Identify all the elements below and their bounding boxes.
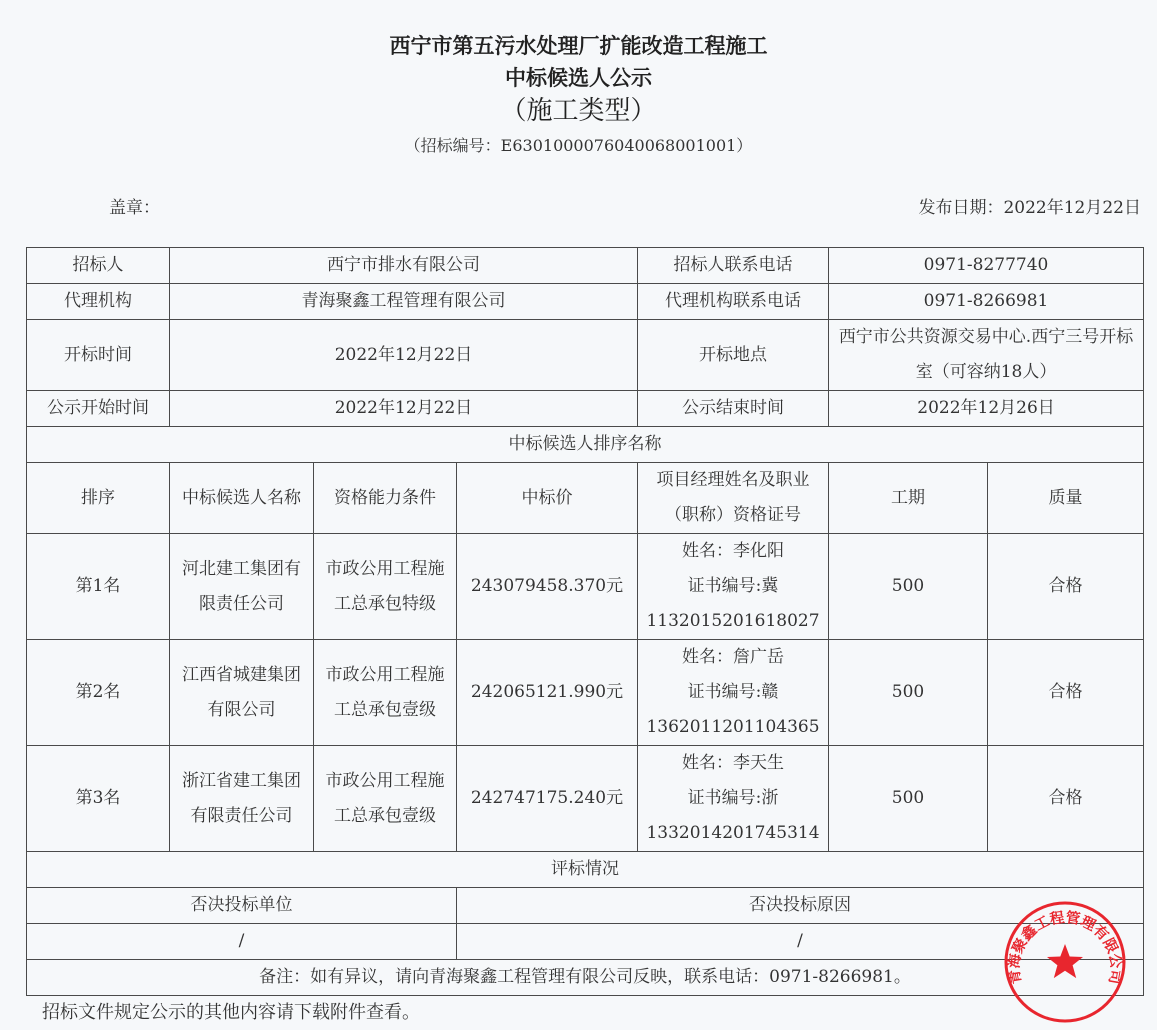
open-place-value: 西宁市公共资源交易中心.西宁三号开标室（可容纳18人） bbox=[829, 320, 1144, 391]
open-place-label: 开标地点 bbox=[638, 320, 829, 391]
notice-start-value: 2022年12月22日 bbox=[170, 391, 638, 427]
notice-title: 西宁市第五污水处理厂扩能改造工程施工 bbox=[389, 33, 768, 58]
rejected-unit-label: 否决投标单位 bbox=[27, 888, 457, 924]
manager-cert: 证书编号:浙 bbox=[687, 788, 779, 808]
agency-label: 代理机构 bbox=[27, 284, 170, 320]
candidate-period: 500 bbox=[829, 746, 988, 852]
attachment-footnote: 招标文件规定公示的其他内容请下载附件查看。 bbox=[42, 1002, 420, 1023]
company-seal-stamp bbox=[1000, 900, 1130, 1030]
evaluation-section-title: 评标情况 bbox=[27, 852, 1144, 888]
candidate-name: 浙江省建工集团有限责任公司 bbox=[170, 746, 314, 852]
publish-date: 发布日期：2022年12月22日 bbox=[918, 198, 1141, 218]
open-time-label: 开标时间 bbox=[27, 320, 170, 391]
notice-end-value: 2022年12月26日 bbox=[829, 391, 1144, 427]
candidate-rank: 第3名 bbox=[27, 746, 170, 852]
announcement-table bbox=[26, 247, 1144, 996]
candidate-row bbox=[27, 640, 1144, 746]
candidate-quality: 合格 bbox=[988, 746, 1144, 852]
candidate-name: 河北建工集团有限责任公司 bbox=[170, 534, 314, 640]
candidate-qualification: 市政公用工程施工总承包壹级 bbox=[314, 640, 457, 746]
col-header-price: 中标价 bbox=[457, 463, 638, 534]
agency-phone-value: 0971-8266981 bbox=[829, 284, 1144, 320]
candidate-rank: 第2名 bbox=[27, 640, 170, 746]
agency-value: 青海聚鑫工程管理有限公司 bbox=[170, 284, 638, 320]
candidate-quality: 合格 bbox=[988, 640, 1144, 746]
tenderer-phone-value: 0971-8277740 bbox=[829, 248, 1144, 284]
candidate-row bbox=[27, 746, 1144, 852]
manager-name: 姓名：李天生 bbox=[682, 753, 785, 773]
candidate-price: 242065121.990元 bbox=[457, 640, 638, 746]
candidate-name: 江西省城建集团有限公司 bbox=[170, 640, 314, 746]
col-header-qualification: 资格能力条件 bbox=[314, 463, 457, 534]
tenderer-value: 西宁市排水有限公司 bbox=[170, 248, 638, 284]
open-time-value: 2022年12月22日 bbox=[170, 320, 638, 391]
manager-cert: 证书编号:赣 bbox=[687, 682, 779, 702]
candidate-period: 500 bbox=[829, 534, 988, 640]
candidate-price: 243079458.370元 bbox=[457, 534, 638, 640]
candidate-period: 500 bbox=[829, 640, 988, 746]
candidate-qualification: 市政公用工程施工总承包特级 bbox=[314, 534, 457, 640]
seal-text: 青海聚鑫工程管理有限公司 bbox=[1006, 910, 1124, 986]
rejected-reason-label: 否决投标原因 bbox=[457, 888, 1144, 924]
candidate-manager bbox=[638, 746, 829, 852]
col-header-name: 中标候选人名称 bbox=[170, 463, 314, 534]
tenderer-phone-label: 招标人联系电话 bbox=[638, 248, 829, 284]
candidate-rank: 第1名 bbox=[27, 534, 170, 640]
candidate-manager bbox=[638, 640, 829, 746]
col-header-quality: 质量 bbox=[988, 463, 1144, 534]
notice-start-label: 公示开始时间 bbox=[27, 391, 170, 427]
tenderer-label: 招标人 bbox=[27, 248, 170, 284]
rejected-unit-value: / bbox=[27, 924, 457, 960]
candidate-price: 242747175.240元 bbox=[457, 746, 638, 852]
remark: 备注：如有异议，请向青海聚鑫工程管理有限公司反映，联系电话：0971-8266981。 bbox=[27, 960, 1144, 996]
candidate-quality: 合格 bbox=[988, 534, 1144, 640]
rejected-reason-value: / bbox=[457, 924, 1144, 960]
col-header-rank: 排序 bbox=[27, 463, 170, 534]
notice-end-label: 公示结束时间 bbox=[638, 391, 829, 427]
manager-cert: 证书编号:冀 bbox=[687, 576, 779, 596]
seal-star-icon bbox=[1047, 944, 1083, 978]
manager-cert-number: 1362011201104365 bbox=[646, 717, 820, 737]
candidate-row bbox=[27, 534, 1144, 640]
manager-name: 姓名：李化阳 bbox=[682, 541, 785, 561]
manager-cert-number: 1132015201618027 bbox=[646, 611, 820, 631]
seal-label: 盖章： bbox=[109, 198, 160, 218]
ranking-section-title: 中标候选人排序名称 bbox=[27, 427, 1144, 463]
col-header-manager: 项目经理姓名及职业（职称）资格证号 bbox=[638, 463, 829, 534]
notice-subtitle: 中标候选人公示 bbox=[505, 65, 652, 90]
col-header-period: 工期 bbox=[829, 463, 988, 534]
candidate-qualification: 市政公用工程施工总承包壹级 bbox=[314, 746, 457, 852]
notice-type: （施工类型） bbox=[500, 96, 657, 126]
candidate-manager bbox=[638, 534, 829, 640]
agency-phone-label: 代理机构联系电话 bbox=[638, 284, 829, 320]
bid-number: （招标编号：E6301000076040068001001） bbox=[404, 136, 753, 155]
manager-name: 姓名：詹广岳 bbox=[682, 647, 785, 667]
manager-cert-number: 1332014201745314 bbox=[646, 823, 820, 843]
